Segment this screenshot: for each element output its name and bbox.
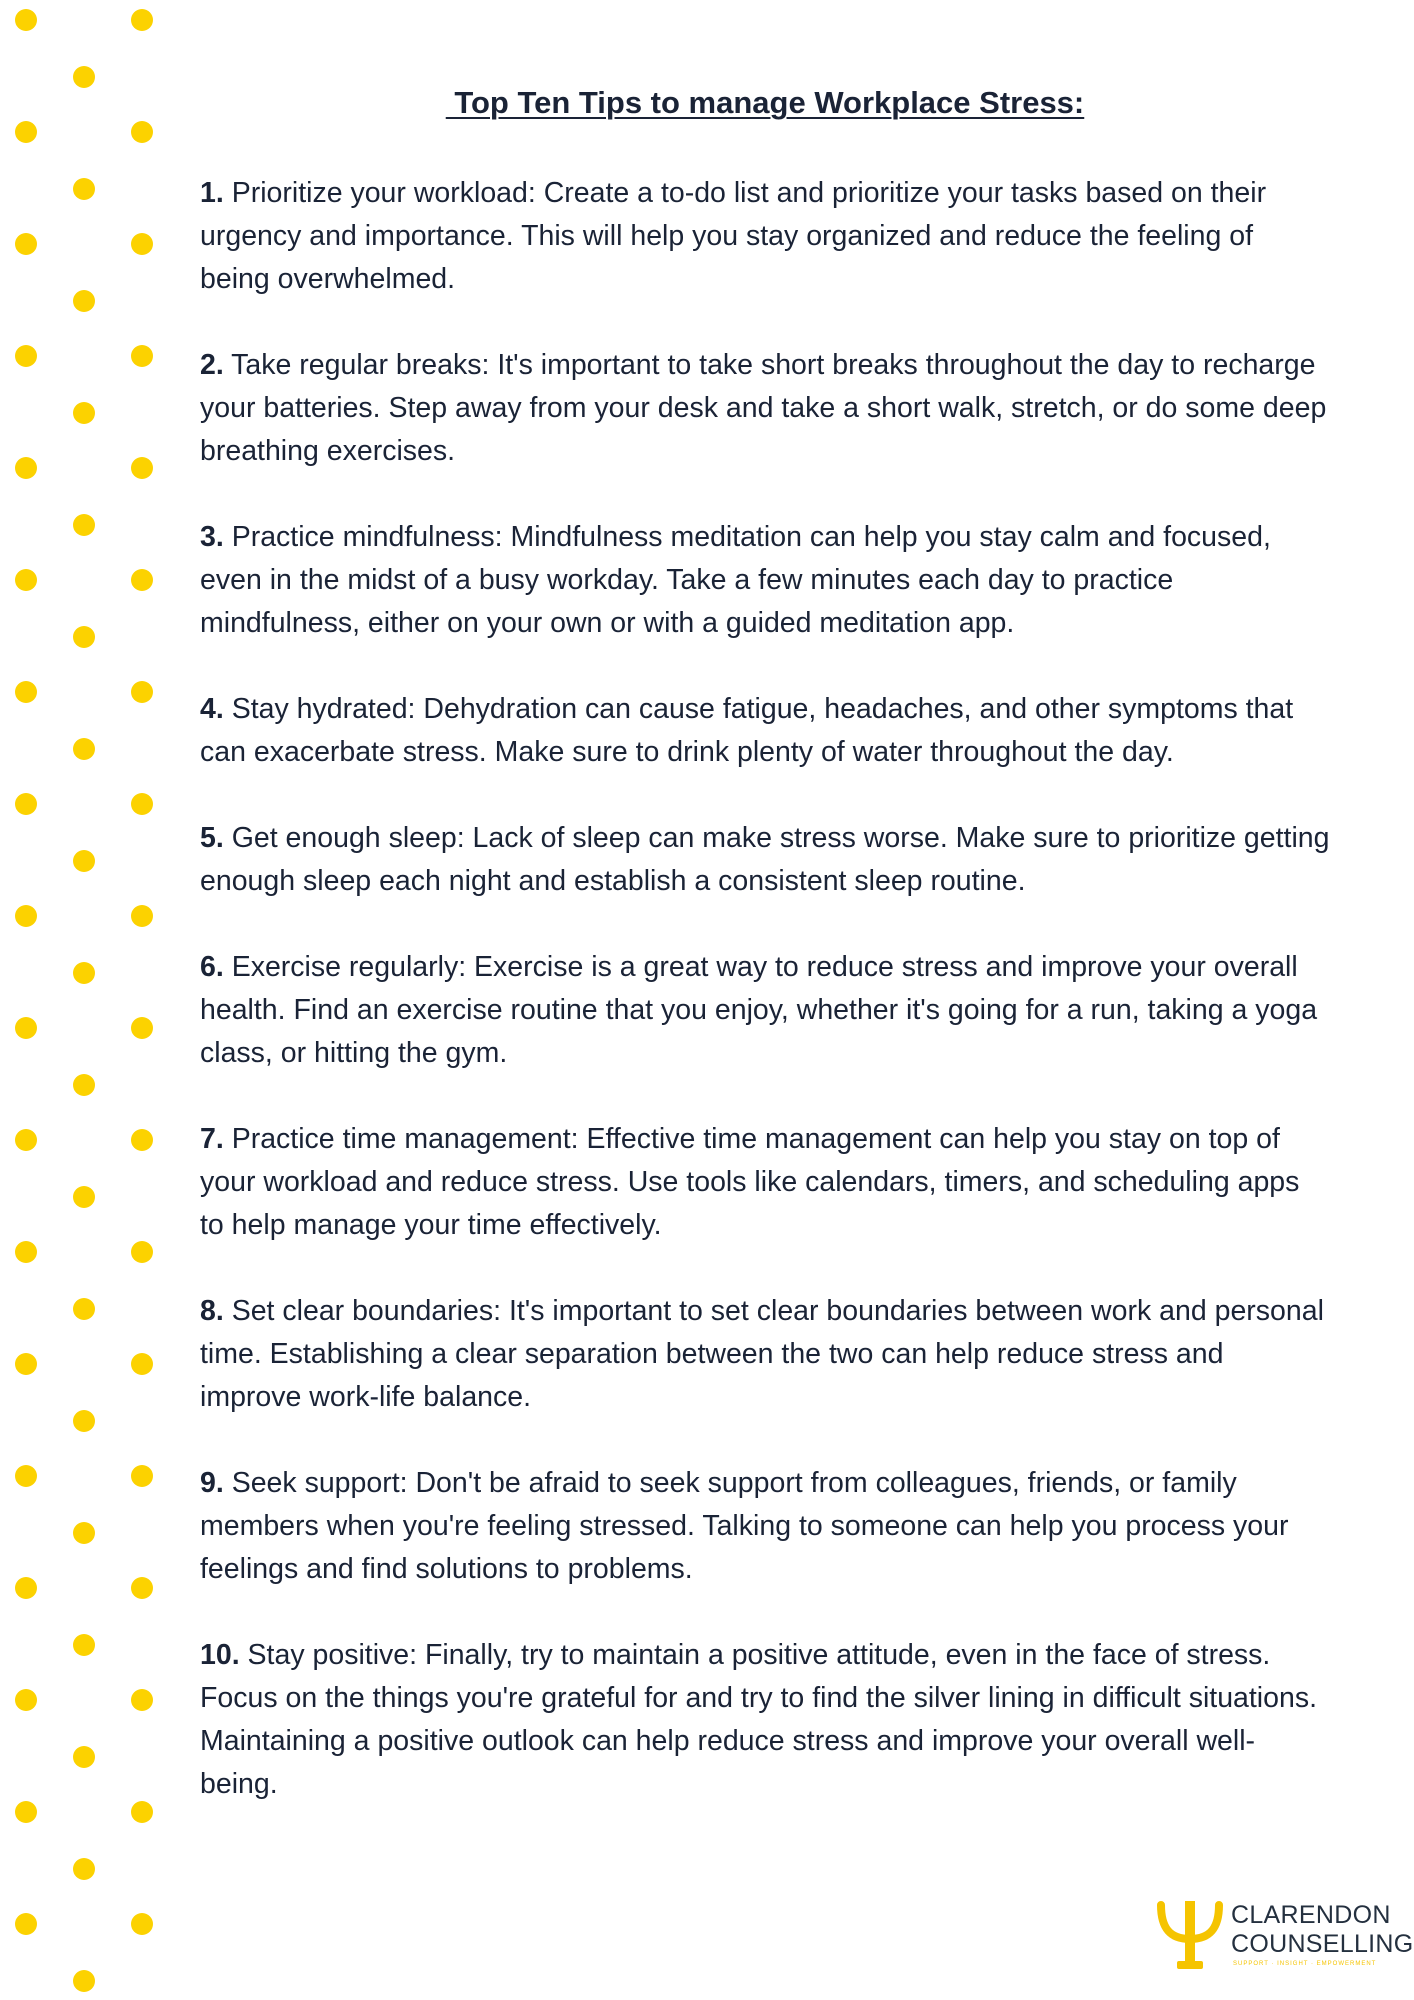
decorative-dot [15,9,37,31]
decorative-dot [131,1241,153,1263]
decorative-dot [15,793,37,815]
tip-text: Practice time management: Effective time management can help you stay on top of your workload and reduce stress. Use tools like calendars, timers, and scheduling apps to help manage your time effectively. [200,1123,1300,1241]
decorative-dot [73,850,95,872]
decorative-dot [73,1858,95,1880]
decorative-dot [131,1465,153,1487]
tip-item [200,817,1330,903]
psi-icon [1155,1897,1225,1975]
decorative-dot [131,1801,153,1823]
decorative-dot [15,681,37,703]
decorative-dot [131,905,153,927]
decorative-dot [73,1186,95,1208]
decorative-dot [73,626,95,648]
decorative-dot [73,962,95,984]
tip-text: Exercise regularly: Exercise is a great way to reduce stress and improve your overall health. Find an exercise routine that you enjoy, whether it's going for a run, taking a yoga class, or hitting the gym. [200,951,1318,1069]
decorative-dot [131,1353,153,1375]
tip-item [200,1634,1330,1806]
decorative-dot [15,1465,37,1487]
decorative-dot [131,681,153,703]
tip-number: 6. [200,951,224,983]
tip-item [200,1462,1330,1591]
tip-text: Set clear boundaries: It's important to set clear boundaries between work and personal time. Establishing a clear separation between the two can help reduce stress and improve work-life balance. [200,1295,1324,1413]
decorative-dot [131,793,153,815]
tip-number: 9. [200,1467,224,1499]
decorative-dot [15,1129,37,1151]
decorative-dot [15,1017,37,1039]
tip-number: 2. [200,349,224,381]
decorative-dot [73,1522,95,1544]
tip-text: Prioritize your workload: Create a to-do list and prioritize your tasks based on their urgency and importance. This will help you stay organized and reduce the feeling of being overwhelmed. [200,177,1267,295]
tip-number: 3. [200,521,224,553]
logo-tagline: SUPPORT · INSIGHT · EMPOWERMENT [1233,1961,1377,1967]
tip-item [200,688,1330,774]
logo-name-line2: COUNSELLING [1231,1930,1414,1958]
clarendon-counselling-logo [1155,1897,1414,1975]
decorative-dot [131,457,153,479]
decorative-dot [73,738,95,760]
decorative-dot [15,345,37,367]
decorative-dot [15,905,37,927]
decorative-dot [131,1129,153,1151]
tip-number: 10. [200,1639,240,1671]
tip-number: 1. [200,177,232,209]
tip-number: 8. [200,1295,224,1327]
tip-item [200,1118,1330,1247]
decorative-dot [15,1801,37,1823]
decorative-dot [131,345,153,367]
decorative-dot [73,290,95,312]
tip-number: 7. [200,1123,224,1155]
tip-item [200,1290,1330,1419]
decorative-dot [15,1577,37,1599]
tip-text: Seek support: Don't be afraid to seek support from colleagues, friends, or family members when you're feeling stressed. Talking to someone can help you process your feelings and find solutions to problems. [200,1467,1289,1585]
tip-text: Stay hydrated: Dehydration can cause fatigue, headaches, and other symptoms that can exacerbate stress. Make sure to drink plenty of water throughout the day. [200,693,1294,768]
decorative-dot [131,1913,153,1935]
decorative-dot [131,233,153,255]
decorative-dot [15,121,37,143]
decorative-dot [73,1074,95,1096]
logo-name-line1: CLARENDON [1231,1901,1391,1929]
decorative-dot [73,178,95,200]
tips-list [200,172,1330,1849]
tip-item [200,344,1330,473]
decorative-dot [15,1353,37,1375]
tip-item [200,516,1330,645]
decorative-dot [131,121,153,143]
decorative-dot [15,569,37,591]
tip-item [200,946,1330,1075]
decorative-dot [131,1577,153,1599]
tip-text: Get enough sleep: Lack of sleep can make stress worse. Make sure to prioritize getting enough sleep each night and establish a consistent sleep routine. [200,822,1330,897]
decorative-dot [15,457,37,479]
tip-item [200,172,1330,301]
decorative-dot [73,402,95,424]
decorative-dot [15,233,37,255]
decorative-dot [15,1241,37,1263]
decorative-dot [15,1689,37,1711]
page-title: Top Ten Tips to manage Workplace Stress: [445,85,1085,120]
decorative-dot [73,1410,95,1432]
tip-number: 4. [200,693,224,725]
tip-text: Take regular breaks: It's important to take short breaks throughout the day to recharge your batteries. Step away from your desk and take a short walk, stretch, or do some deep breathing exercises. [200,349,1327,467]
tip-number: 5. [200,822,224,854]
decorative-dot [131,569,153,591]
decorative-dot [73,1746,95,1768]
decorative-dot [73,1970,95,1992]
decorative-dot [15,1913,37,1935]
tip-text: Practice mindfulness: Mindfulness meditation can help you stay calm and focused, even in the midst of a busy workday. Take a few minutes each day to practice mindfulness, either on your own or with a guided meditation app. [200,521,1271,639]
decorative-dot [73,514,95,536]
decorative-dot [73,66,95,88]
decorative-dot [131,1017,153,1039]
decorative-dot [131,1689,153,1711]
decorative-dot [131,9,153,31]
tip-text: Stay positive: Finally, try to maintain a positive attitude, even in the face of stress. Focus on the things you're grateful for and try to find the silver lining in difficult situations. Maintaining a positive outlook can help reduce stress and improve your overall well-being. [200,1639,1318,1800]
decorative-dot [73,1634,95,1656]
decorative-dot [73,1298,95,1320]
decorative-dot-border [0,0,170,2000]
